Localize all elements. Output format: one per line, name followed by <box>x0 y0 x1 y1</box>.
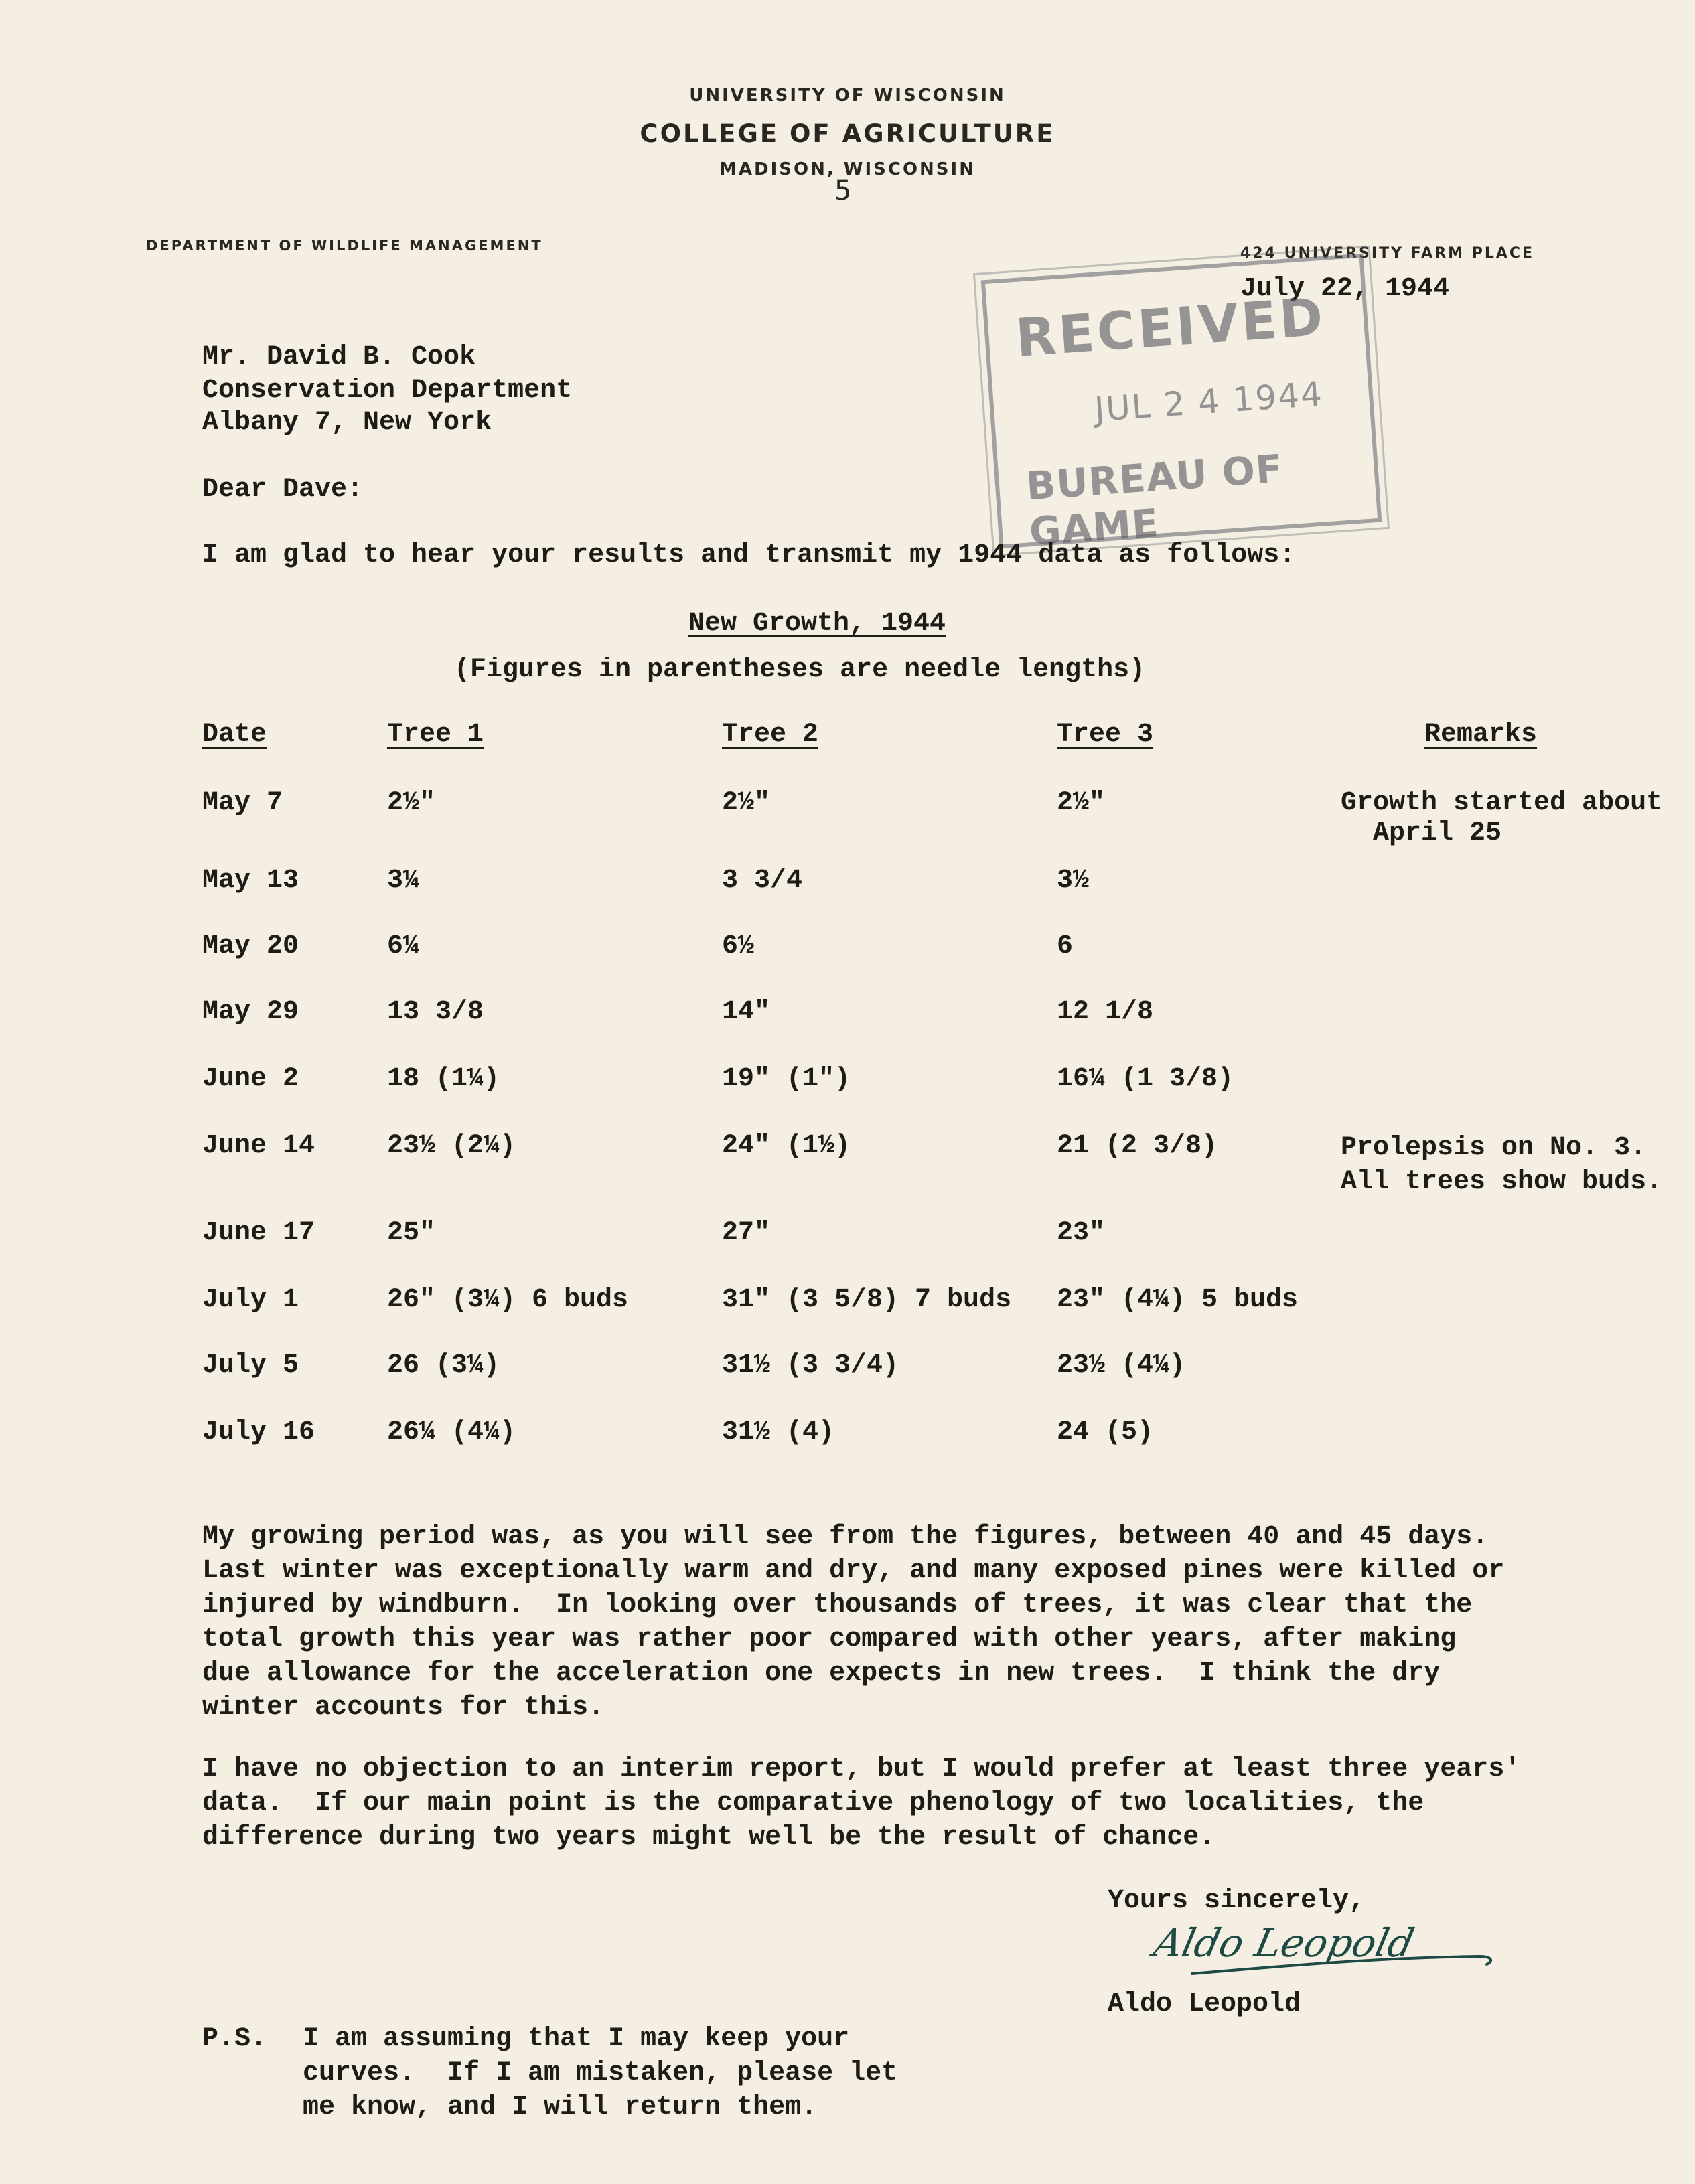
recipient-org: Conservation Department <box>202 376 573 406</box>
header-tree1: Tree 1 <box>387 720 484 750</box>
college-name: COLLEGE OF AGRICULTURE <box>640 119 1055 148</box>
row-tree1: 18 (1¼) <box>387 1064 500 1094</box>
row-tree2: 14" <box>722 997 771 1027</box>
letter-date: July 22, 1944 <box>1240 274 1450 304</box>
salutation: Dear Dave: <box>202 475 364 505</box>
stamp-received: RECEIVED <box>1013 287 1328 369</box>
header-date: Date <box>202 720 267 750</box>
table-row <box>0 1131 1695 1197</box>
row-tree2: 19" (1") <box>722 1064 851 1094</box>
row-tree3: 3½ <box>1057 866 1090 896</box>
row-date: July 16 <box>202 1417 315 1448</box>
table-header-row <box>0 720 1695 754</box>
recipient-name: Mr. David B. Cook <box>202 342 476 372</box>
row-remarks: Growth started about April 25 <box>1341 788 1663 848</box>
row-tree2: 2½" <box>722 788 771 818</box>
row-tree2: 3 3/4 <box>722 866 803 896</box>
row-date: June 2 <box>202 1064 299 1094</box>
received-stamp <box>981 254 1382 555</box>
row-tree3: 23" <box>1057 1218 1106 1248</box>
row-date: May 13 <box>202 866 299 896</box>
department-name: DEPARTMENT OF WILDLIFE MANAGEMENT <box>146 238 543 254</box>
row-tree3: 21 (2 3/8) <box>1057 1131 1218 1161</box>
row-tree1: 2½" <box>387 788 436 818</box>
row-date: July 1 <box>202 1285 299 1315</box>
row-tree1: 6¼ <box>387 931 420 961</box>
signature-text: Aldo Leopold <box>1149 1920 1418 1966</box>
row-date: July 5 <box>202 1350 299 1381</box>
table-row <box>0 1285 1695 1319</box>
body-paragraph-1: My growing period was, as you will see from the figures, between 40 and 45 days. Last winter was exceptionally warm and dry, and many exposed pines were killed or injured by windburn. In looking over thousands of trees, it was clear that the total growth this year was rather poor compared with other years, after making due allowance for the acceleration one expects in new trees. I think the dry winter accounts for this. <box>202 1522 1505 1723</box>
table-row <box>0 997 1695 1031</box>
stamp-bureau: BUREAU OF GAME <box>1024 445 1284 555</box>
row-tree3: 23½ (4¼) <box>1057 1350 1186 1381</box>
row-tree2: 31" (3 5/8) 7 buds <box>722 1285 1012 1315</box>
street-address: 424 UNIVERSITY FARM PLACE <box>1240 245 1535 262</box>
table-row <box>0 1064 1695 1098</box>
row-tree3: 16¼ (1 3/8) <box>1057 1064 1234 1094</box>
stamp-date: JUL 2 4 1944 <box>1093 374 1325 429</box>
row-tree2: 6½ <box>722 931 755 961</box>
page-mark: 5 <box>834 175 852 206</box>
table-row <box>0 1218 1695 1252</box>
row-remarks: Prolepsis on No. 3. All trees show buds. <box>1341 1133 1663 1197</box>
row-tree3: 24 (5) <box>1057 1417 1154 1448</box>
row-tree2: 31½ (3 3/4) <box>722 1350 899 1381</box>
valediction: Yours sincerely, <box>1108 1886 1366 1916</box>
row-tree1: 25" <box>387 1218 436 1248</box>
row-date: June 17 <box>202 1218 315 1248</box>
row-tree1: 26" (3¼) 6 buds <box>387 1285 629 1315</box>
row-tree2: 31½ (4) <box>722 1417 835 1448</box>
row-tree3: 23" (4¼) 5 buds <box>1057 1285 1299 1315</box>
row-tree1: 13 3/8 <box>387 997 484 1027</box>
row-tree1: 3¼ <box>387 866 420 896</box>
signature-flourish <box>1149 1916 1500 1990</box>
ps-label: P.S. <box>202 2024 267 2054</box>
row-tree1: 23½ (2¼) <box>387 1131 516 1161</box>
row-tree3: 6 <box>1057 931 1074 961</box>
row-tree2: 27" <box>722 1218 771 1248</box>
university-name: UNIVERSITY OF WISCONSIN <box>689 86 1006 106</box>
row-tree1: 26 (3¼) <box>387 1350 500 1381</box>
row-tree3: 2½" <box>1057 788 1106 818</box>
table-title: New Growth, 1944 <box>688 609 946 639</box>
table-row <box>0 866 1695 900</box>
row-tree1: 26¼ (4¼) <box>387 1417 516 1448</box>
header-tree2: Tree 2 <box>722 720 819 750</box>
city-name: MADISON, WISCONSIN <box>719 159 976 179</box>
typed-name: Aldo Leopold <box>1108 1989 1301 2019</box>
signature <box>1149 1916 1500 1990</box>
row-date: May 29 <box>202 997 299 1027</box>
table-row <box>0 931 1695 965</box>
table-subtitle: (Figures in parentheses are needle lengths) <box>454 655 1146 685</box>
row-date: May 7 <box>202 788 283 818</box>
ps-text: I am assuming that I may keep your curves. If I am mistaken, please let me know, and I will return them. <box>303 2024 898 2122</box>
body-paragraph-2: I have no objection to an interim report, but I would prefer at least three years' data. If our main point is the comparative phenology of two localities, the difference during two years might well be the result of chance. <box>202 1754 1521 1853</box>
table-row <box>0 1417 1695 1452</box>
row-tree2: 24" (1½) <box>722 1131 851 1161</box>
table-row <box>0 1350 1695 1385</box>
row-tree3: 12 1/8 <box>1057 997 1154 1027</box>
row-date: June 14 <box>202 1131 315 1161</box>
recipient-city: Albany 7, New York <box>202 408 492 438</box>
row-date: May 20 <box>202 931 299 961</box>
intro-line: I am glad to hear your results and transmit my 1944 data as follows: <box>202 540 1296 570</box>
header-remarks: Remarks <box>1424 720 1538 750</box>
header-tree3: Tree 3 <box>1057 720 1154 750</box>
table-row <box>0 788 1695 848</box>
